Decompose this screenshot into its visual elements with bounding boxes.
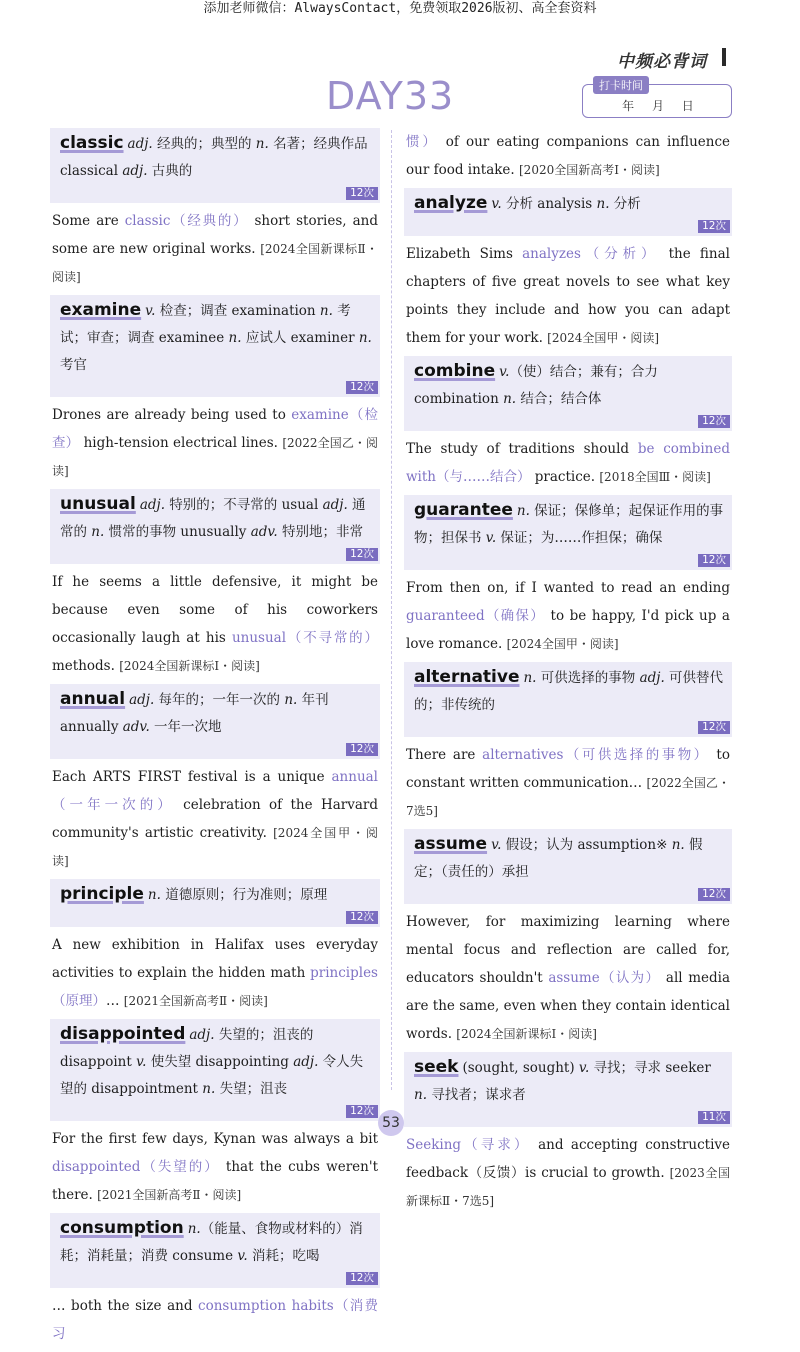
part-of-speech: v. [485,530,497,546]
example-text: of our eating companions can influence our food intake. [406,134,730,178]
example-sentence [50,1288,380,1348]
part-of-speech: adj. [129,692,155,708]
definition-text: 保证；为……作担保；确保 [496,530,663,546]
definition-text: 分析 analysis [501,196,597,212]
example-sentence [404,570,732,658]
part-of-speech: n. [228,330,242,346]
highlighted-phrase: guaranteed（确保） [406,608,545,624]
definition-box [50,1213,380,1288]
example-sentence [404,236,732,352]
column-divider [391,130,392,1090]
example-sentence [50,397,380,485]
frequency-badge: 12次 [346,1105,378,1118]
frequency-badge: 12次 [346,743,378,756]
part-of-speech: adj. [122,163,148,179]
part-of-speech: n. [91,524,105,540]
part-of-speech: adv. [122,719,150,735]
highlighted-phrase: disappointed（失望的） [52,1159,220,1175]
definition-box [50,489,380,564]
definition-text: 一年一次地 [149,719,222,735]
example-text: The study of traditions should [406,441,638,457]
highlighted-phrase: be combined with（与……结合） [406,441,730,485]
part-of-speech: n. [187,1221,201,1237]
example-sentence [404,904,732,1048]
part-of-speech: v. [136,1054,147,1070]
example-sentence [50,1121,380,1209]
part-of-speech: adj. [639,670,665,686]
part-of-speech: v. [237,1248,248,1264]
example-text: However, for maximizing learning where mental focus and reflection are called for, educators shouldn't [406,914,730,986]
definition-text: 假设；认为 assumption※ [501,837,672,853]
definition-box [404,662,732,737]
definition-text: 通常的 [60,497,366,540]
example-text: all media are the same, even when they contain identical words. [406,970,731,1042]
frequency-badge: 12次 [698,721,730,734]
section-title-bar [722,48,726,66]
checkin-date: 年 月 日 [622,99,694,113]
highlighted-phrase: analyzes（分析） [522,246,660,262]
definition-text: 使失望 disappointing [146,1054,294,1070]
example-text: short stories, and some are new original works. [52,213,378,257]
frequency-badge: 12次 [346,381,378,394]
highlighted-phrase: annual（一年一次的） [52,769,378,813]
frequency-badge: 12次 [346,187,378,200]
example-text: to be happy, I'd pick up a love romance. [406,608,730,652]
headword: disappointed [60,1024,186,1044]
example-text: to constant written communication… [406,747,730,791]
headword: alternative [414,667,520,687]
highlighted-phrase: alternatives（可供选择的事物） [482,747,710,763]
part-of-speech: n. [516,503,530,519]
definition-box [404,829,732,904]
headword: seek [414,1057,459,1077]
definition-text: （使）结合；兼有；合力 combination [414,364,658,407]
vocab-entry [404,662,732,825]
highlighted-phrase: 惯） [406,134,439,150]
part-of-speech: n. [414,1087,427,1103]
frequency-badge: 12次 [346,911,378,924]
frequency-badge: 11次 [698,1111,730,1124]
source-citation: [2024全国新课标Ⅰ・阅读] [456,1027,597,1041]
part-of-speech: n. [319,303,333,319]
definition-text: 可供选择的事物 [536,670,640,686]
example-text: … both the size and [52,1298,199,1314]
headword: unusual [60,494,136,514]
source-citation: [2022全国乙・阅读] [52,436,378,478]
definition-text: 失望的；沮丧的 disappoint [60,1027,314,1070]
part-of-speech: adj. [189,1027,215,1043]
definition-box [404,356,732,431]
highlighted-phrase: examine（检查） [52,407,378,451]
right-column [404,128,732,1219]
frequency-badge: 12次 [346,1272,378,1285]
definition-text: 名著；经典作品 classical [60,136,368,179]
part-of-speech: v. [578,1060,590,1076]
definition-text: 道德原则；行为准则；原理 [160,887,328,903]
definition-box [50,295,380,397]
source-citation: [2020全国新高考Ⅰ・阅读] [519,163,660,177]
example-text: Some are [52,213,125,229]
part-of-speech: n. [596,196,610,212]
highlighted-phrase: consumption habits（消费习 [52,1298,378,1342]
example-text: that the cubs weren't there. [52,1159,378,1203]
part-of-speech: n. [147,887,161,903]
definition-text: 消耗；吃喝 [247,1248,320,1264]
definition-text: 结合；结合体 [516,391,602,407]
source-citation: [2021全国新高考Ⅱ・阅读] [97,1188,242,1202]
definition-box [50,684,380,759]
example-text: From then on, if I wanted to read an ending [406,580,730,596]
vocab-entry [404,829,732,1048]
definition-text: 假定；（责任的）承担 [414,837,703,880]
definition-text: 古典的 [147,163,193,179]
vocab-entry [50,295,380,485]
checkin-box [582,79,732,118]
definition-box [50,1019,380,1121]
definition-text: 惯常的事物 unusually [104,524,251,540]
example-text: If he seems a little defensive, it might be because even some of his coworkers occasionally laugh at his [52,574,378,646]
part-of-speech: adj. [127,136,153,152]
definition-text: 寻找者；谋求者 [427,1087,526,1103]
example-text: Each ARTS FIRST festival is a unique [52,769,332,785]
example-text: Elizabeth Sims [406,246,523,262]
source-citation: [2022全国乙・7选5] [406,776,730,818]
example-sentence [50,203,380,291]
example-sentence [50,564,380,680]
source-citation: [2024全国甲・阅读] [52,826,378,868]
headword: examine [60,300,142,320]
headword: principle [60,884,144,904]
left-column [50,128,380,1352]
vocab-entry [50,1213,380,1348]
definition-text: 检查；调查 examination [155,303,320,319]
example-sentence [50,927,380,1015]
frequency-badge: 12次 [698,415,730,428]
section-title: 中频必背词 [617,52,707,72]
part-of-speech: adj. [139,497,165,513]
part-of-speech: v. [491,196,502,212]
headword: analyze [414,193,488,213]
definition-text: 分析 [609,196,641,212]
example-sentence [404,1127,732,1215]
headword: classic [60,133,124,153]
definition-box [404,188,732,236]
part-of-speech: n. [523,670,537,686]
part-of-speech: v. [145,303,156,319]
frequency-badge: 12次 [698,554,730,567]
example-text: … [106,993,124,1009]
part-of-speech: n. [202,1081,216,1097]
vocab-entry [50,489,380,680]
source-citation: [2018全国Ⅲ・阅读] [599,470,711,484]
part-of-speech: v. [499,364,510,380]
vocab-entry [404,1052,732,1215]
definition-text: 特别的；不寻常的 usual [165,497,323,513]
vocab-entry [404,495,732,658]
definition-text: 考官 [60,357,87,373]
source-citation: [2024全国甲・阅读] [547,331,660,345]
definition-text: 寻找；寻求 seeker [589,1060,711,1076]
highlighted-phrase: principles（原理） [52,965,378,1009]
example-text: A new exhibition in Halifax uses everyday activities to explain the hidden math [52,937,378,981]
source-citation: [2024全国甲・阅读] [506,637,619,651]
headword: guarantee [414,500,513,520]
vocab-entry [50,684,380,875]
highlighted-phrase: classic（经典的） [124,213,249,229]
example-text: celebration of the Harvard community's artistic creativity. [52,797,378,841]
example-sentence [50,759,380,875]
part-of-speech: n. [358,330,372,346]
source-citation: [2023全国新课标Ⅱ・7选5] [406,1166,730,1208]
part-of-speech: n. [255,136,269,152]
page-number: 53 [378,1110,404,1136]
headword: consumption [60,1218,184,1238]
example-text: Drones are already being used to [52,407,292,423]
example-text: methods. [52,658,120,674]
continued-example [404,128,732,184]
source-citation: [2024全国新课标Ⅱ・阅读] [52,242,378,284]
definition-text: 应试人 examiner [241,330,359,346]
frequency-badge: 12次 [698,220,730,233]
headword: assume [414,834,488,854]
part-of-speech: n. [284,692,298,708]
example-text: There are [406,747,483,763]
definition-text: 失望；沮丧 [215,1081,288,1097]
definition-text: 每年的；一年一次的 [154,692,285,708]
frequency-badge: 12次 [346,548,378,561]
part-of-speech: n. [503,391,517,407]
highlighted-phrase: unusual（不寻常的） [231,630,379,646]
example-sentence [404,431,732,491]
vocab-entry [50,128,380,291]
headword: combine [414,361,496,381]
vocab-entry [404,356,732,491]
part-of-speech: adj. [293,1054,319,1070]
definition-text: 年刊 annually [60,692,329,735]
part-of-speech: adj. [322,497,348,513]
highlighted-phrase: Seeking（寻求） [406,1137,531,1153]
definition-text: 保证；保修单；起保证作用的事物；担保书 [414,503,724,546]
definition-box [50,128,380,203]
example-sentence [404,737,732,825]
vocab-entry [50,879,380,1015]
definition-box [50,879,380,927]
definition-text: 可供替代的；非传统的 [414,670,724,713]
frequency-badge: 12次 [698,888,730,901]
definition-box [404,495,732,570]
part-of-speech: adv. [250,524,278,540]
definition-box [404,1052,732,1127]
definition-text: （能量、食物或材料的）消耗；消耗量；消费 consume [60,1221,363,1264]
definition-text: (sought, sought) [462,1060,579,1076]
vocab-entry [404,188,732,352]
watermark-text: 添加老师微信：AlwaysContact，免费领取2026版初、高全套资料 [203,1,597,16]
checkin-label: 打卡时间 [593,76,649,94]
definition-text: 考试；审查；调查 examinee [60,303,351,346]
example-text: For the first few days, Kynan was always a bit [52,1131,378,1147]
source-citation: [2024全国新课标Ⅰ・阅读] [119,659,260,673]
example-text: practice. [530,469,600,485]
part-of-speech: n. [671,837,685,853]
highlighted-phrase: assume（认为） [548,970,661,986]
vocab-entry [50,1019,380,1209]
part-of-speech: v. [491,837,502,853]
definition-text: 经典的；典型的 [152,136,256,152]
example-text: the final chapters of five great novels to see what key points they include and how you can adapt them for your work. [406,246,730,346]
day-title: DAY33 [326,74,455,118]
source-citation: [2021全国新高考Ⅱ・阅读] [123,994,268,1008]
example-text: and accepting constructive feedback（反馈）is crucial to growth. [406,1137,730,1181]
example-text: high-tension electrical lines. [79,435,283,451]
headword: annual [60,689,126,709]
definition-text: 特别地；非常 [277,524,363,540]
definition-text: 令人失望的 disappointment [60,1054,364,1097]
